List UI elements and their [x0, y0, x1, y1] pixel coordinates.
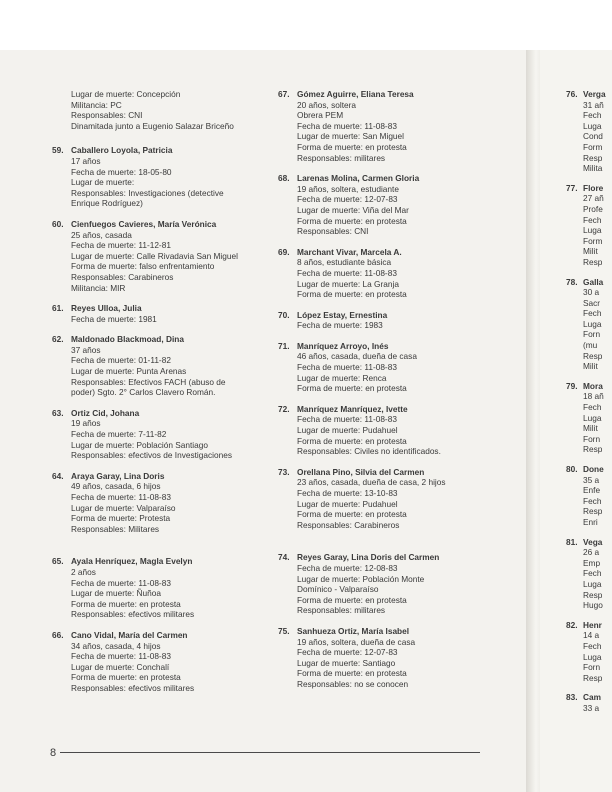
- entry-number: 79.: [566, 380, 578, 391]
- entry-number: 77.: [566, 182, 578, 193]
- entry-name: López Estay, Ernestina: [297, 309, 388, 320]
- entry-name: Flore: [583, 182, 604, 193]
- entry-line: Form: [583, 235, 603, 246]
- entry-line: Responsables: efectivos de Investigaciones: [71, 450, 232, 461]
- middle-column: [278, 89, 478, 700]
- page-number: 8: [50, 747, 57, 759]
- victim-entry: [52, 219, 272, 293]
- victim-entry-partial: [566, 464, 612, 528]
- victim-entry-partial: [566, 89, 612, 174]
- entry-line: Fech: [583, 308, 602, 319]
- entry-number: 68.: [278, 173, 290, 184]
- entry-line: Forma de muerte: en protesta: [297, 668, 407, 679]
- entry-line: Luga: [583, 318, 602, 329]
- entry-line: Fech: [583, 402, 602, 413]
- entry-line: Luga: [583, 412, 602, 423]
- entry-number: 72.: [278, 403, 290, 414]
- entry-line: Lugar de muerte:: [71, 177, 135, 188]
- victim-entry: [278, 310, 478, 331]
- entry-name: Ortiz Cid, Johana: [71, 407, 140, 418]
- entry-line: Fecha de muerte: 11-08-83: [297, 414, 397, 425]
- entry-line: Forn: [583, 329, 601, 340]
- entry-line: Fech: [583, 568, 602, 579]
- entry-line: Resp: [583, 152, 603, 163]
- entry-line: Sacr: [583, 297, 601, 308]
- entry-line: Lugar de muerte: Valparaíso: [71, 502, 176, 513]
- entry-line: 23 años, casada, dueña de casa, 2 hijos: [297, 477, 446, 488]
- entry-line: 26 a: [583, 547, 600, 558]
- entry-line: Responsables: CNI: [297, 226, 369, 237]
- entry-line: Responsables: Militares: [71, 523, 160, 534]
- entry-line: Milit: [583, 423, 598, 434]
- entry-line: Forma de muerte: en protesta: [297, 383, 407, 394]
- entry-line: 14 a: [583, 630, 600, 641]
- entry-line: 19 años: [71, 418, 101, 429]
- entry-line: Emp: [583, 557, 601, 568]
- entry-name: Cano Vidal, María del Carmen: [71, 629, 188, 640]
- entry-line: Resp: [583, 589, 603, 600]
- entry-line: Responsables: efectivos militares: [71, 682, 195, 693]
- entry-line: Lugar de muerte: Calle Rivadavia San Miguel: [71, 250, 238, 261]
- entry-number: 83.: [566, 692, 578, 703]
- entry-name: Orellana Pino, Silvia del Carmen: [297, 466, 425, 477]
- entry-line: Militancia: MIR: [71, 282, 126, 293]
- entry-line: Forma de muerte: Protesta: [71, 513, 171, 524]
- entry-line: Lugar de muerte: Conchalí: [71, 661, 170, 672]
- victim-entry: [52, 556, 272, 620]
- entry-line: Enrique Rodríguez): [71, 198, 143, 209]
- entry-line: Lugar de muerte: Población Santiago: [71, 439, 208, 450]
- entry-line: 30 a: [583, 287, 600, 298]
- entry-line: poder) Sgto. 2° Carlos Clavero Román.: [71, 387, 216, 398]
- entry-name: Reyes Ulloa, Julia: [71, 303, 142, 314]
- entry-line: Luga: [583, 651, 602, 662]
- entry-line: Militancia: PC: [71, 99, 122, 110]
- victim-entry: [278, 247, 478, 300]
- scan-margin: [0, 0, 612, 50]
- entry-number: 74.: [278, 552, 290, 563]
- entry-line: Obrera PEM: [297, 110, 344, 121]
- victim-entry-partial: [566, 381, 612, 455]
- entry-name: Gómez Aguirre, Eliana Teresa: [297, 89, 414, 99]
- entry-line: Resp: [583, 256, 603, 267]
- entry-line: Resp: [583, 444, 603, 455]
- victim-entry: [278, 89, 478, 163]
- entry-line: Lugar de muerte: Punta Arenas: [71, 366, 187, 377]
- entry-line: Fecha de muerte: 01-11-82: [71, 355, 171, 366]
- entry-line: Profe: [583, 203, 603, 214]
- entry-line: Lugar de muerte: Pudahuel: [297, 498, 398, 509]
- entry-line: Lugar de muerte: Pudahuel: [297, 425, 398, 436]
- entry-line: Milit: [583, 246, 598, 257]
- continued-entry: [52, 89, 272, 131]
- victim-entry: [52, 334, 272, 398]
- entry-number: 76.: [566, 89, 578, 99]
- entry-number: 69.: [278, 246, 290, 257]
- entry-line: 46 años, casada, dueña de casa: [297, 351, 417, 362]
- entry-line: Fech: [583, 110, 602, 121]
- entry-line: Responsables: CNI: [71, 110, 143, 121]
- entry-line: Forma de muerte: en protesta: [297, 435, 407, 446]
- entry-line: Milita: [583, 163, 603, 174]
- entry-number: 71.: [278, 340, 290, 351]
- entry-line: 18 añ: [583, 391, 604, 402]
- entry-number: 64.: [52, 470, 64, 481]
- entry-line: 37 años: [71, 344, 101, 355]
- entry-line: 17 años: [71, 155, 101, 166]
- victim-entry: [278, 626, 478, 690]
- entry-name: Galla: [583, 276, 604, 287]
- victim-entry: [278, 341, 478, 394]
- entry-line: Responsables: Efectivos FACH (abuso de: [71, 376, 226, 387]
- entry-line: 19 años, soltera, dueña de casa: [297, 636, 416, 647]
- entry-line: Hugo: [583, 600, 603, 611]
- entry-name: Caballero Loyola, Patricia: [71, 145, 173, 156]
- entry-line: Responsables: militares: [297, 605, 386, 616]
- entry-line: Fecha de muerte: 1983: [297, 320, 383, 331]
- entry-line: Luga: [583, 578, 602, 589]
- entry-line: Domínico - Valparaíso: [297, 584, 379, 595]
- entry-name: Cam: [583, 692, 601, 703]
- entry-name: Sanhueza Ortiz, María Isabel: [297, 625, 410, 636]
- entry-line: Responsables: no se conocen: [297, 678, 409, 689]
- entry-line: Lugar de muerte: San Miguel: [297, 131, 405, 142]
- entry-line: Forma de muerte: en protesta: [297, 594, 407, 605]
- entry-number: 59.: [52, 145, 64, 156]
- entry-number: 73.: [278, 466, 290, 477]
- entry-number: 60.: [52, 218, 64, 229]
- entry-name: Verga: [583, 89, 606, 99]
- victim-entry-partial: [566, 692, 612, 713]
- entry-number: 61.: [52, 303, 64, 314]
- entry-line: Fecha de muerte: 11-08-83: [71, 651, 171, 662]
- footer-rule: [60, 752, 480, 753]
- entry-line: Resp: [583, 672, 603, 683]
- entry-line: Lugar de muerte: La Granja: [297, 278, 399, 289]
- victim-entry-partial: [566, 183, 612, 268]
- entry-number: 67.: [278, 89, 290, 99]
- entry-line: Fecha de muerte: 11-12-81: [71, 240, 171, 251]
- entry-line: (mu: [583, 340, 598, 351]
- entry-name: Reyes Garay, Lina Doris del Carmen: [297, 552, 440, 563]
- entry-line: Forn: [583, 433, 601, 444]
- entry-number: 81.: [566, 536, 578, 547]
- entry-line: 20 años, soltera: [297, 99, 357, 110]
- entry-line: Fecha de muerte: 7-11-82: [71, 429, 167, 440]
- entry-line: Lugar de muerte: Ñuñoa: [71, 588, 161, 599]
- entry-line: Forma de muerte: falso enfrentamiento: [71, 261, 215, 272]
- entry-line: Responsables: Carabineros: [71, 271, 174, 282]
- entry-line: Forma de muerte: en protesta: [297, 289, 407, 300]
- entry-line: Responsables: Investigaciones (detective: [71, 187, 224, 198]
- entry-line: Enfe: [583, 485, 601, 496]
- entry-number: 63.: [52, 407, 64, 418]
- entry-line: Fech: [583, 640, 602, 651]
- entry-line: Forma de muerte: en protesta: [297, 215, 407, 226]
- entry-name: Henr: [583, 619, 602, 630]
- entry-line: 25 años, casada: [71, 229, 132, 240]
- entry-line: Lugar de muerte: Población Monte: [297, 573, 425, 584]
- entry-line: Lugar de muerte: Santiago: [297, 657, 396, 668]
- entry-number: 82.: [566, 619, 578, 630]
- victim-entry: [52, 303, 272, 324]
- entry-line: Forma de muerte: en protesta: [71, 598, 181, 609]
- entry-line: Luga: [583, 120, 602, 131]
- entry-line: Form: [583, 141, 603, 152]
- entry-line: Fecha de muerte: 11-08-83: [297, 267, 397, 278]
- entry-number: 70.: [278, 309, 290, 320]
- entry-line: Fech: [583, 214, 602, 225]
- entry-line: Fecha de muerte: 11-08-83: [297, 362, 397, 373]
- entry-line: 27 añ: [583, 193, 604, 204]
- entry-line: 33 a: [583, 702, 600, 713]
- entry-name: Manríquez Manríquez, Ivette: [297, 403, 408, 414]
- entry-name: Done: [583, 464, 604, 474]
- victim-entry: [278, 404, 478, 457]
- right-column-partial: [566, 89, 612, 722]
- entry-line: Fecha de muerte: 12-07-83: [297, 647, 398, 658]
- entry-line: 19 años, soltera, estudiante: [297, 183, 399, 194]
- entry-line: Lugar de muerte: Renca: [297, 372, 387, 383]
- entry-name: Manríquez Arroyo, Inés: [297, 340, 389, 351]
- entry-name: Maldonado Blackmoad, Dina: [71, 334, 184, 345]
- entry-name: Mora: [583, 380, 603, 391]
- entry-line: Forma de muerte: en protesta: [297, 509, 407, 520]
- entry-name: Marchant Vivar, Marcela A.: [297, 246, 402, 257]
- entry-line: 31 añ: [583, 99, 604, 110]
- entry-line: Fecha de muerte: 12-07-83: [297, 194, 398, 205]
- entry-line: Fecha de muerte: 1981: [71, 313, 157, 324]
- victim-entry-partial: [566, 620, 612, 684]
- entry-line: Fecha de muerte: 18-05-80: [71, 166, 172, 177]
- entry-line: 2 años: [71, 566, 96, 577]
- entry-line: 8 años, estudiante básica: [297, 257, 392, 268]
- victim-entry: [52, 408, 272, 461]
- entry-line: Fech: [583, 495, 602, 506]
- entry-line: Responsables: Carabineros: [297, 519, 400, 530]
- victim-entry: [278, 467, 478, 531]
- victim-entry-partial: [566, 537, 612, 611]
- victim-entry: [52, 145, 272, 209]
- entry-line: Fecha de muerte: 12-08-83: [297, 562, 398, 573]
- entry-name: Cienfuegos Cavieres, María Verónica: [71, 218, 217, 229]
- entry-line: Forma de muerte: en protesta: [297, 141, 407, 152]
- entry-line: Responsables: efectivos militares: [71, 609, 195, 620]
- entry-line: Lugar de muerte: Concepción: [71, 89, 181, 99]
- victim-entry: [52, 630, 272, 694]
- entry-line: Luga: [583, 225, 602, 236]
- entry-line: Enri: [583, 516, 598, 527]
- entry-line: Responsables: militares: [297, 152, 386, 163]
- entry-number: 66.: [52, 629, 64, 640]
- entry-number: 65.: [52, 556, 64, 567]
- entry-line: 35 a: [583, 474, 600, 485]
- entry-number: 78.: [566, 276, 578, 287]
- entry-line: 34 años, casada, 4 hijos: [71, 640, 161, 651]
- victim-entry: [52, 471, 272, 535]
- book-gutter: [526, 50, 540, 792]
- entry-number: 80.: [566, 464, 578, 474]
- entry-line: Forn: [583, 662, 601, 673]
- entry-line: Cond: [583, 131, 603, 142]
- victim-entry-partial: [566, 277, 612, 372]
- entry-line: Milit: [583, 361, 598, 372]
- entry-line: Fecha de muerte: 11-08-83: [297, 120, 397, 131]
- entry-line: Fecha de muerte: 11-08-83: [71, 492, 171, 502]
- left-column: [52, 89, 272, 704]
- entry-line: Dinamitada junto a Eugenio Salazar Briceño: [71, 120, 234, 131]
- entry-line: Resp: [583, 506, 603, 517]
- entry-name: Larenas Molina, Carmen Gloria: [297, 173, 420, 184]
- entry-number: 75.: [278, 625, 290, 636]
- entry-name: Ayala Henríquez, Magla Evelyn: [71, 556, 193, 567]
- entry-name: Araya Garay, Lina Doris: [71, 470, 165, 481]
- entry-name: Vega: [583, 536, 603, 547]
- entry-line: Lugar de muerte: Viña del Mar: [297, 204, 409, 215]
- entry-line: Resp: [583, 350, 603, 361]
- entry-number: 62.: [52, 334, 64, 345]
- entry-line: Responsables: Civiles no identificados.: [297, 446, 441, 457]
- entry-line: Forma de muerte: en protesta: [71, 672, 181, 683]
- entry-line: Fecha de muerte: 13-10-83: [297, 488, 398, 498]
- victim-entry: [278, 552, 478, 616]
- entry-line: Fecha de muerte: 11-08-83: [71, 577, 171, 588]
- entry-line: 49 años, casada, 6 hijos: [71, 481, 161, 492]
- victim-entry: [278, 173, 478, 237]
